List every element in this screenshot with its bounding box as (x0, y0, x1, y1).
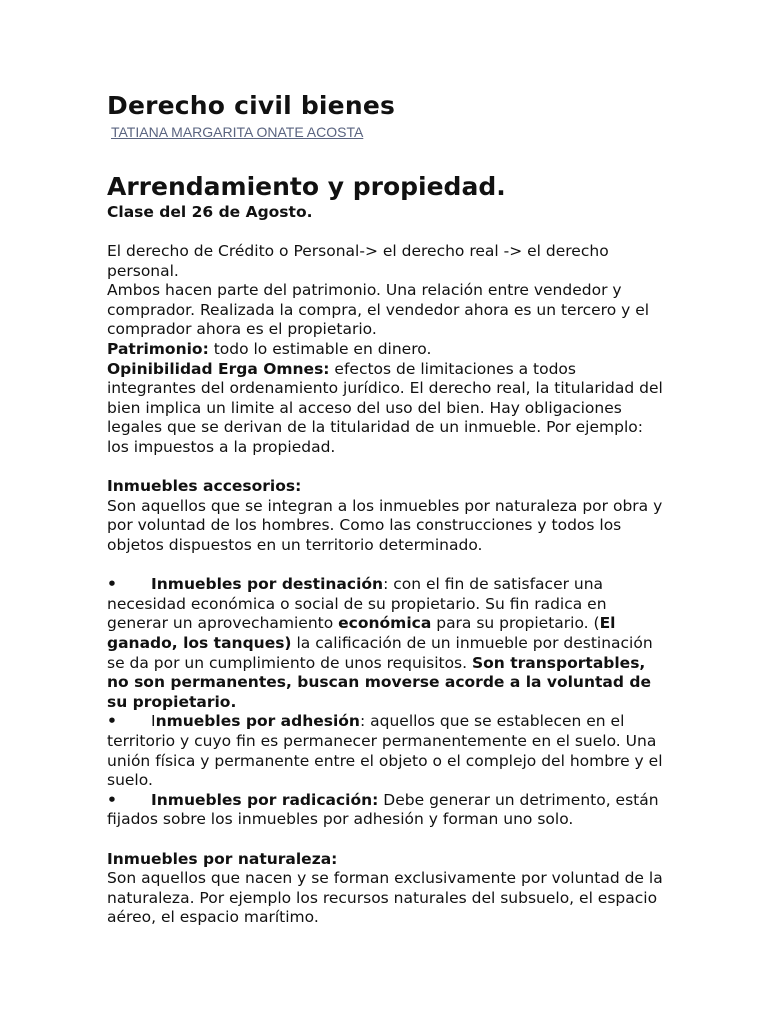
list-item-radicacion (107, 791, 667, 830)
naturaleza-heading (107, 850, 667, 870)
radicacion-label: Inmuebles por radicación: (151, 790, 379, 809)
paragraph-credito-line1: El derecho de Crédito o Personal-> el derecho real -> el derecho (107, 242, 609, 261)
document-title: Derecho civil bienes (107, 91, 396, 120)
naturaleza-heading-text: Inmuebles por naturaleza: (107, 849, 338, 868)
bullet-icon: • (107, 790, 117, 809)
destinacion-text3: la calificación de un inmueble por destinación se da por un cumplimiento de unos requisitos. (107, 633, 653, 672)
destinacion-bold1: económica (338, 614, 432, 633)
bullet-icon: • (107, 575, 117, 594)
bullet-icon: • (107, 712, 117, 731)
class-date-subtitle: Clase del 26 de Agosto. (107, 203, 313, 221)
adhesion-label: nmuebles por adhesión (155, 712, 360, 731)
opinibilidad-text: efectos de limitaciones a todos integrantes del ordenamiento jurídico. El derecho real, la titularidad del bien implica un limite al acceso del uso del bien. Hay obligaciones legales que se derivan de la titularidad de un inmueble. Por ejemplo: los impuestos a la propiedad. (107, 359, 663, 457)
list-item-destinacion (107, 575, 667, 712)
accesorios-heading-text: Inmuebles accesorios: (107, 477, 302, 496)
section-title: Arrendamiento y propiedad. (107, 172, 506, 201)
spacer (107, 556, 667, 576)
adhesion-first-letter: I (151, 712, 156, 731)
patrimonio-text: todo lo estimable en dinero. (208, 340, 432, 359)
spacer (107, 830, 667, 850)
list-item-adhesion (107, 712, 667, 790)
paragraph-credito-line2: personal. (107, 261, 179, 280)
paragraph-patrimonio-intro: Ambos hacen parte del patrimonio. Una relación entre vendedor y comprador. Realizada la compra, el vendedor ahora es un tercero y el comprador ahora es el propietario. (107, 281, 650, 339)
author-link[interactable]: TATIANA MARGARITA ONATE ACOSTA (111, 124, 364, 140)
accesorios-heading (107, 477, 667, 497)
paragraph-credito (107, 242, 667, 281)
destinacion-text2: para su propietario. ( (431, 614, 600, 633)
paragraph-accesorios: Son aquellos que se integran a los inmuebles por naturaleza por obra y por voluntad de los hombres. Como las construcciones y todos los objetos dispuestos en un territorio determinado. (107, 496, 663, 554)
document-page (107, 90, 667, 928)
destinacion-text1: : con el fin de satisfacer una necesidad económica o social de su propietario. Su fin radica en generar un aprovechamiento (107, 575, 607, 633)
paragraph-naturaleza: Son aquellos que nacen y se forman exclusivamente por voluntad de la naturaleza. Por ejemplo los recursos naturales del subsuelo, el espacio aéreo, el espacio marítimo. (107, 869, 663, 927)
destinacion-bold2: El ganado, los tanques) (107, 614, 616, 652)
spacer (107, 223, 667, 243)
destinacion-bold3: Son transportables, no son permanentes, buscan moverse acorde a la voluntad de su propietario. (107, 653, 651, 711)
paragraph-opinibilidad (107, 360, 667, 458)
spacer (107, 458, 667, 478)
destinacion-label: Inmuebles por destinación (151, 575, 384, 594)
opinibilidad-label: Opinibilidad Erga Omnes: (107, 359, 330, 378)
patrimonio-label: Patrimonio: (107, 340, 209, 359)
radicacion-text: Debe generar un detrimento, están fijados sobre los inmuebles por adhesión y forman uno solo. (107, 790, 659, 829)
paragraph-patrimonio (107, 340, 667, 360)
adhesion-text: : aquellos que se establecen en el territorio y cuyo fin es permanecer permanentemente en el suelo. Una unión física y permanente entre el objeto o el complejo del hombre y el suelo. (107, 712, 663, 790)
